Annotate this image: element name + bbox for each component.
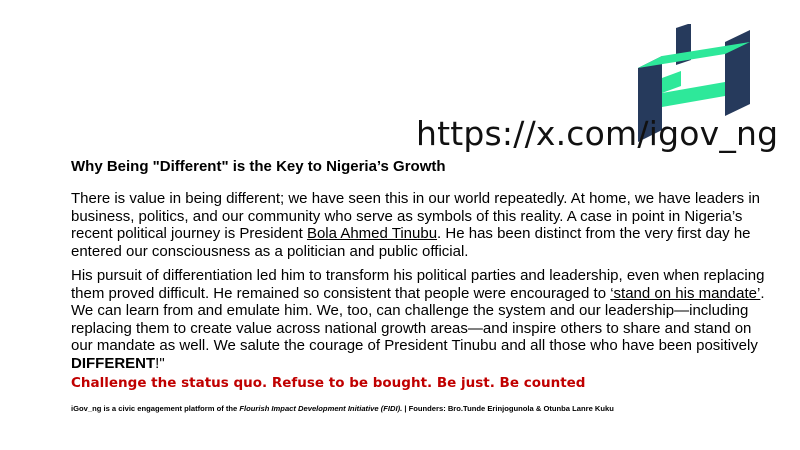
paragraph-2-text-a: His pursuit of differentiation led him to transform his political parties and leadership, even when replacing them proved difficult. He remained so consistent that people were encouraged to xyxy=(71,267,765,302)
footer-org: Flourish Impact Development Initiative (FIDI). xyxy=(239,404,403,413)
mandate-link[interactable]: ‘stand on his mandate’ xyxy=(610,284,761,302)
paragraph-2-text-c: !" xyxy=(155,354,165,372)
footer-text-b: | Founders: Bro.Tunde Erinjogunola & Otunba Lanre Kuku xyxy=(402,404,614,413)
call-to-action: Challenge the status quo. Refuse to be bought. Be just. Be counted xyxy=(71,375,586,391)
paragraph-1 xyxy=(71,190,771,260)
paragraph-2 xyxy=(71,267,771,372)
tinubu-link[interactable]: Bola Ahmed Tinubu xyxy=(306,225,438,242)
article-title: Why Being "Different" is the Key to Nigeria’s Growth xyxy=(71,158,446,175)
footer-note xyxy=(71,404,614,413)
paragraph-1-text-b: . He has been distinct from the very first day he entered our consciousness as a politician and public official. xyxy=(71,225,751,260)
profile-url[interactable]: https://x.com/igov_ng xyxy=(416,114,779,153)
different-emphasis: DIFFERENT xyxy=(71,354,156,372)
paragraph-1-text-a: There is value in being different; we have seen this in our world repeatedly. At home, we have leaders in business, politics, and our community who serve as symbols of this reality. A case in point in Nigeria’s recent political journey is President xyxy=(71,190,761,242)
paragraph-2-text-b: . We can learn from and emulate him. We, too, can challenge the system and our leadership—including replacing them to create value across national growth areas—and inspire others to share and stand on our mandate as well. We salute the courage of President Tinubu and all those who have been positively xyxy=(71,284,765,354)
footer-text-a: iGov_ng is a civic engagement platform of the xyxy=(71,404,240,413)
